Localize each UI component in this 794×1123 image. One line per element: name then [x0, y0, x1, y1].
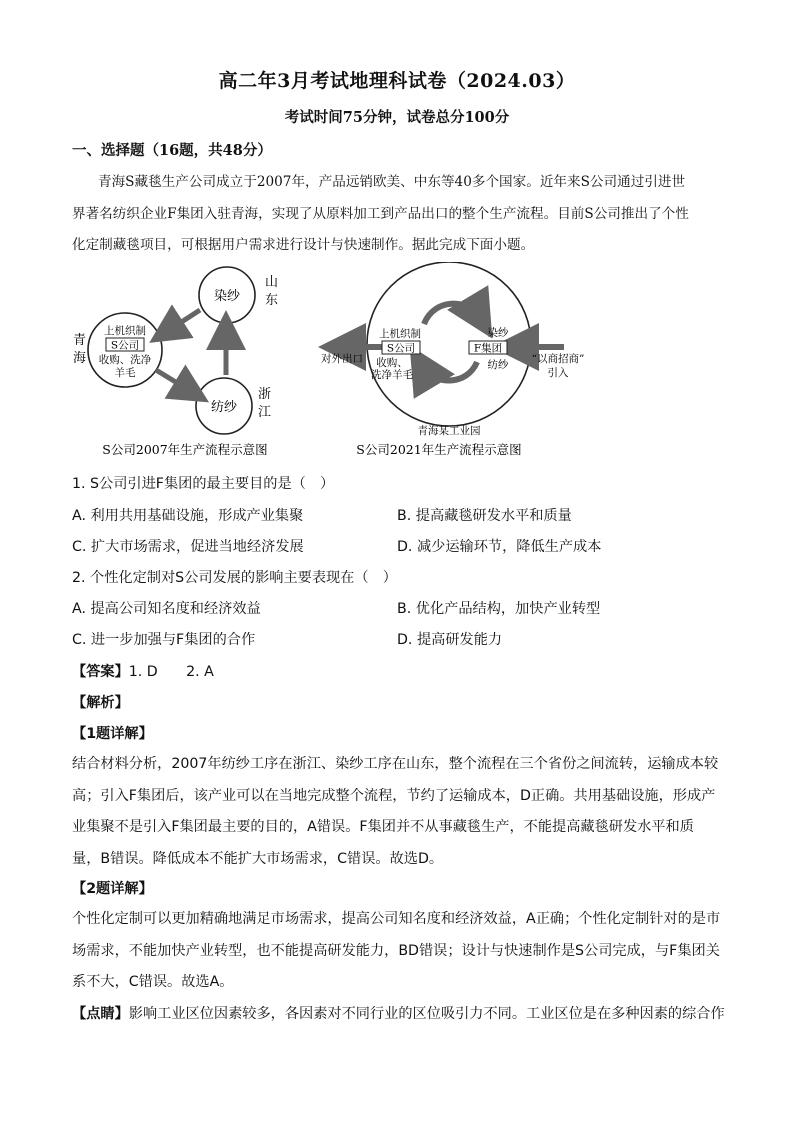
s-purchase-label: 收购、洗净: [98, 354, 152, 366]
s-purchase-label-2: 收购、: [376, 357, 408, 369]
arrow-dye-to-s: [166, 310, 200, 332]
spinning-label: 纺纱: [210, 400, 238, 415]
q1-detail-label: 【1题详解】: [72, 726, 153, 742]
answer-line: [72, 661, 214, 681]
f-group-label: F集团: [473, 342, 503, 355]
dyeing-label: 染纱: [213, 289, 241, 304]
s-weave-label-2: 上机织制: [379, 328, 421, 340]
region-qinghai-2: 海: [73, 351, 87, 366]
f-spin-label: 纺纱: [487, 359, 509, 371]
s-company-label: S公司: [110, 339, 140, 352]
region-shandong-1: 山: [265, 275, 279, 290]
exam-info: 考试时间75分钟，试卷总分100分: [284, 109, 510, 126]
question-2-option-a: A. 提高公司知名度和经济效益: [72, 601, 261, 617]
s-company-label-2: S公司: [386, 342, 416, 355]
question-1-option-d: D. 减少运输环节，降低生产成本: [397, 539, 602, 555]
park-label: 青海某工业园: [417, 425, 481, 437]
figure-2007-flow: [70, 262, 300, 462]
answer-label: 【答案】: [72, 664, 129, 680]
q1-detail-text: 结合材料分析，2007年纺纱工序在浙江、染纱工序在山东，整个流程在三个省份之间流转，运输成本较高；引入F集团后，该产业可以在当地完成整个流程，节约了运输成本，D正确。共用基础设施，形成产业集聚不是引入F集团最主要的目的，A错误。F集团并不从事藏毯生产，不能提高藏毯研发水平和质量，B错误。降低成本不能扩大市场需求，C错误。故选D。: [72, 756, 719, 867]
figure-2021-flow: [312, 262, 602, 462]
q2-detail-label: 【2题详解】: [72, 881, 153, 897]
question-2-option-c: C. 进一步加强与F集团的合作: [72, 632, 256, 648]
introduce-label-2: 引入: [547, 367, 569, 379]
question-1-option-a: A. 利用共用基础设施，形成产业集聚: [72, 508, 304, 524]
region-zhejiang-1: 浙: [258, 387, 272, 402]
passage-line: 化定制藏毯项目，可根据用户需求进行设计与快速制作。据此完成下面小题。: [72, 237, 535, 253]
f-dye-label: 染纱: [487, 327, 509, 339]
page-title: 高二年3月考试地理科试卷（2024.03）: [218, 70, 576, 92]
region-shandong-2: 东: [265, 293, 279, 308]
question-1-option-b: B. 提高藏毯研发水平和质量: [397, 508, 572, 524]
s-wool-label: 羊毛: [114, 367, 136, 379]
s-weave-label: 上机织制: [104, 325, 146, 337]
tip-text: 影响工业区位因素较多，各因素对不同行业的区位吸引力不同。工业区位是在多种因素的综合作: [128, 1006, 725, 1022]
question-2-stem: 2. 个性化定制对S公司发展的影响主要表现在（ ）: [72, 570, 397, 586]
question-1-option-c: C. 扩大市场需求，促进当地经济发展: [72, 539, 304, 555]
figure1-caption: S公司2007年生产流程示意图: [102, 442, 268, 457]
region-zhejiang-2: 江: [258, 405, 272, 420]
question-1-stem: 1. S公司引进F集团的最主要目的是（ ）: [72, 476, 335, 492]
section-heading: 一、选择题（16题，共48分）: [72, 142, 272, 159]
analysis-label: 【解析】: [72, 695, 129, 711]
tip-line: [72, 1003, 725, 1023]
s-wool-label-2: 洗净羊毛: [371, 369, 413, 381]
region-qinghai-1: 青: [73, 333, 87, 348]
arrow-s-to-spin: [156, 370, 192, 392]
question-2-option-b: B. 优化产品结构，加快产业转型: [397, 601, 601, 617]
figure2-caption: S公司2021年生产流程示意图: [356, 442, 522, 457]
q2-detail-text: 个性化定制可以更加精确地满足市场需求，提高公司知名度和经济效益，A正确；个性化定制针对的是市场需求，不能加快产业转型，也不能提高研发能力，BD错误；设计与快速制作是S公司完成，与F集团关系不大，C错误。故选A。: [72, 911, 721, 990]
tip-label: 【点睛】: [72, 1006, 129, 1022]
answer-text: 1. D 2. A: [128, 664, 214, 680]
passage-line: 青海S藏毯生产公司成立于2007年，产品远销欧美、中东等40多个国家。近年来S公司通过引进世: [98, 174, 686, 190]
introduce-label-1: “以商招商”: [531, 353, 585, 365]
export-label: 对外出口: [321, 353, 363, 365]
passage-line: 界著名纺织企业F集团入驻青海，实现了从原料加工到产品出口的整个生产流程。目前S公司推出了个性: [72, 206, 689, 222]
question-2-option-d: D. 提高研发能力: [397, 632, 503, 648]
